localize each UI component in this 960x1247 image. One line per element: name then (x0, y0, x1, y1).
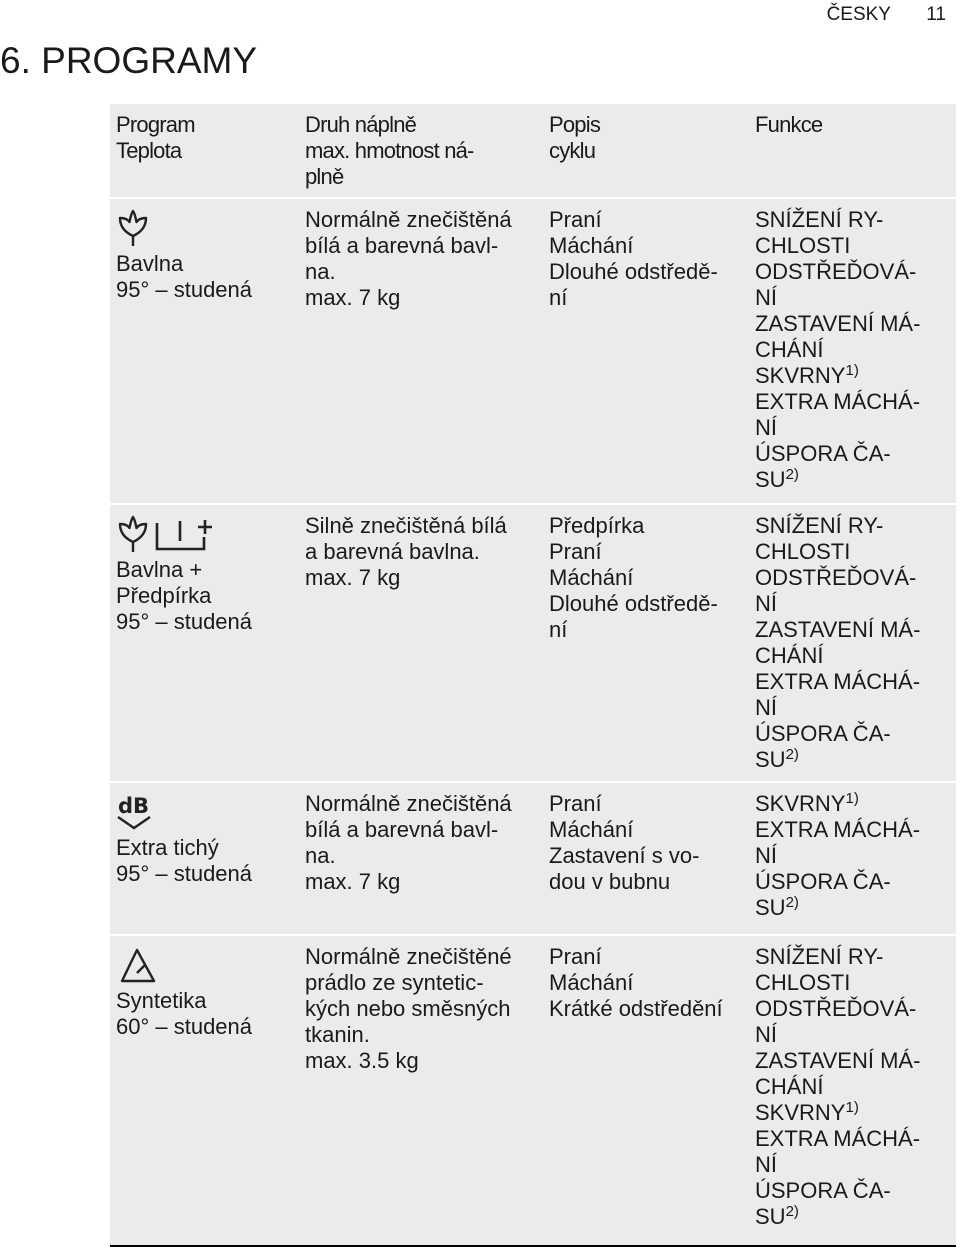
function-label: ZASTAVENÍ MÁ- (755, 617, 921, 642)
function-label: Druh náplně (305, 112, 417, 137)
function-label: Předpírka (549, 513, 645, 538)
function-label: NÍ (755, 591, 777, 616)
header-functions (749, 104, 956, 198)
cycle-cell (543, 504, 749, 782)
function-label: dou v bubnu (549, 869, 671, 894)
function-label: NÍ (755, 695, 777, 720)
load-cell (299, 782, 543, 935)
function-label: a barevná bavlna. (305, 539, 480, 564)
function-line (755, 970, 952, 996)
function-label: Extra tichý (116, 835, 219, 860)
function-label: Silně znečištěná bílá (305, 513, 507, 538)
function-label: cyklu (549, 138, 596, 163)
function-line (755, 1022, 952, 1048)
footnote-marker: 2) (785, 746, 799, 763)
function-label: Normálně znečištěné (305, 944, 512, 969)
function-label: Máchání (549, 817, 634, 842)
function-label: Zastavení s vo- (549, 843, 700, 868)
function-label: NÍ (755, 415, 777, 440)
function-label: na. (305, 259, 336, 284)
function-label: SU (755, 747, 786, 772)
function-line (755, 337, 952, 363)
function-label: Máchání (549, 970, 634, 995)
function-line (755, 843, 952, 869)
function-label: EXTRA MÁCHÁ- (755, 389, 921, 414)
page-header (827, 4, 946, 26)
function-label: Teplota (116, 138, 182, 163)
load-cell (299, 198, 543, 504)
function-label: Program (116, 112, 195, 137)
function-line (755, 415, 952, 441)
function-label: ZASTAVENÍ MÁ- (755, 1048, 921, 1073)
function-label: ÚSPORA ČA- (755, 441, 891, 466)
function-label: tkanin. (305, 1022, 370, 1047)
function-label: NÍ (755, 1152, 777, 1177)
program-cell (110, 504, 299, 782)
function-line (755, 1126, 952, 1152)
cycle-cell (543, 782, 749, 935)
function-label: Předpírka (116, 583, 212, 608)
function-line (755, 259, 952, 285)
function-label: Syntetika (116, 988, 207, 1013)
function-line (755, 721, 952, 747)
footnote-marker: 1) (845, 362, 859, 379)
functions-cell (749, 782, 956, 935)
cotton-icon (116, 209, 150, 247)
function-line (755, 1204, 952, 1230)
function-line (755, 869, 952, 895)
function-label: SKVRNY (755, 791, 846, 816)
function-line (755, 1074, 952, 1100)
function-label: CHÁNÍ (755, 337, 824, 362)
function-label: SU (755, 467, 786, 492)
function-label: Máchání (549, 565, 634, 590)
function-label: SKVRNY (755, 363, 846, 388)
function-line (755, 747, 952, 773)
function-label: Funkce (755, 112, 823, 137)
function-line (755, 643, 952, 669)
function-label: na. (305, 843, 336, 868)
function-label: 60° – studená (116, 1014, 253, 1039)
function-line (755, 944, 952, 970)
function-line (755, 285, 952, 311)
page-number: 11 (926, 4, 946, 25)
function-label: Krátké odstředění (549, 996, 723, 1021)
function-label: Máchání (549, 233, 634, 258)
function-label: Praní (549, 791, 602, 816)
cycle-cell (543, 935, 749, 1245)
function-label: EXTRA MÁCHÁ- (755, 817, 921, 842)
load-cell (299, 504, 543, 782)
footnote-marker: 1) (845, 1099, 859, 1116)
function-label: Bavlna (116, 251, 184, 276)
function-label: max. 7 kg (305, 565, 401, 590)
function-label: ODSTŘEĎOVÁ- (755, 996, 917, 1021)
function-label: CHLOSTI (755, 970, 851, 995)
function-line (755, 791, 952, 817)
function-label: max. 7 kg (305, 869, 401, 894)
function-label: EXTRA MÁCHÁ- (755, 1126, 921, 1151)
function-label: 95° – studená (116, 609, 253, 634)
function-label: ní (549, 285, 568, 310)
function-label: SNÍŽENÍ RY- (755, 513, 884, 538)
function-line (755, 513, 952, 539)
function-label: max. 3.5 kg (305, 1048, 419, 1073)
function-label: ÚSPORA ČA- (755, 869, 891, 894)
function-line (755, 565, 952, 591)
function-line (755, 669, 952, 695)
synthetics-icon (116, 946, 160, 984)
function-line (755, 441, 952, 467)
function-label: NÍ (755, 843, 777, 868)
functions-cell (749, 504, 956, 782)
cotton-icon (116, 515, 150, 553)
function-label: 95° – studená (116, 861, 253, 886)
function-line (755, 996, 952, 1022)
function-label: SNÍŽENÍ RY- (755, 207, 884, 232)
prewash-icon (154, 515, 216, 553)
program-cell (110, 198, 299, 504)
function-line (755, 1048, 952, 1074)
function-label: NÍ (755, 285, 777, 310)
function-line (755, 363, 952, 389)
function-label: NÍ (755, 1022, 777, 1047)
function-label: kých nebo směsných (305, 996, 511, 1021)
function-line (755, 617, 952, 643)
quiet-db-icon (116, 793, 156, 831)
function-label: SKVRNY (755, 1100, 846, 1125)
function-line (755, 1152, 952, 1178)
header-load (299, 104, 543, 198)
table-row (110, 198, 956, 504)
function-line (755, 389, 952, 415)
function-label: plně (305, 164, 344, 189)
footnote-marker: 2) (785, 466, 799, 483)
page-language: ČESKY (826, 4, 891, 25)
table-header-row (110, 104, 956, 198)
load-cell (299, 935, 543, 1245)
function-line (755, 817, 952, 843)
function-label: Dlouhé odstředě- (549, 259, 718, 284)
function-label: CHÁNÍ (755, 1074, 824, 1099)
cycle-cell (543, 198, 749, 504)
function-label: 95° – studená (116, 277, 253, 302)
function-label: SNÍŽENÍ RY- (755, 944, 884, 969)
function-label: ZASTAVENÍ MÁ- (755, 311, 921, 336)
function-line (755, 895, 952, 921)
function-line (755, 539, 952, 565)
function-line (755, 1178, 952, 1204)
program-cell (110, 782, 299, 935)
function-label: Praní (549, 207, 602, 232)
function-label: CHLOSTI (755, 539, 851, 564)
section-title: 6. PROGRAMY (0, 40, 257, 81)
function-label: Praní (549, 539, 602, 564)
table-row (110, 782, 956, 935)
footnote-marker: 1) (845, 790, 859, 807)
function-label: max. 7 kg (305, 285, 401, 310)
footnote-marker: 2) (785, 1203, 799, 1220)
function-label: prádlo ze syntetic- (305, 970, 484, 995)
function-label: Praní (549, 944, 602, 969)
footnote-marker: 2) (785, 894, 799, 911)
function-label: EXTRA MÁCHÁ- (755, 669, 921, 694)
function-line (755, 207, 952, 233)
function-line (755, 591, 952, 617)
function-label: bílá a barevná bavl- (305, 233, 499, 258)
svg-text:dB: dB (118, 794, 150, 818)
function-label: SU (755, 1204, 786, 1229)
function-label: ÚSPORA ČA- (755, 721, 891, 746)
function-label: Popis (549, 112, 601, 137)
function-label: Normálně znečištěná (305, 791, 512, 816)
header-program (110, 104, 299, 198)
function-label: ÚSPORA ČA- (755, 1178, 891, 1203)
function-label: CHLOSTI (755, 233, 851, 258)
function-label: CHÁNÍ (755, 643, 824, 668)
function-line (755, 1100, 952, 1126)
program-cell (110, 935, 299, 1245)
function-label: Dlouhé odstředě- (549, 591, 718, 616)
programs-table (110, 104, 956, 1247)
function-line (755, 311, 952, 337)
function-label: ODSTŘEĎOVÁ- (755, 259, 917, 284)
function-label: ODSTŘEĎOVÁ- (755, 565, 917, 590)
function-label: ní (549, 617, 568, 642)
function-label: Bavlna + (116, 557, 203, 582)
header-cycle (543, 104, 749, 198)
function-line (755, 467, 952, 493)
function-label: max. hmotnost ná- (305, 138, 474, 163)
function-line (755, 233, 952, 259)
function-label: bílá a barevná bavl- (305, 817, 499, 842)
function-label: SU (755, 895, 786, 920)
functions-cell (749, 198, 956, 504)
function-label: Normálně znečištěná (305, 207, 512, 232)
function-line (755, 695, 952, 721)
functions-cell (749, 935, 956, 1245)
table-row (110, 935, 956, 1245)
table-row (110, 504, 956, 782)
